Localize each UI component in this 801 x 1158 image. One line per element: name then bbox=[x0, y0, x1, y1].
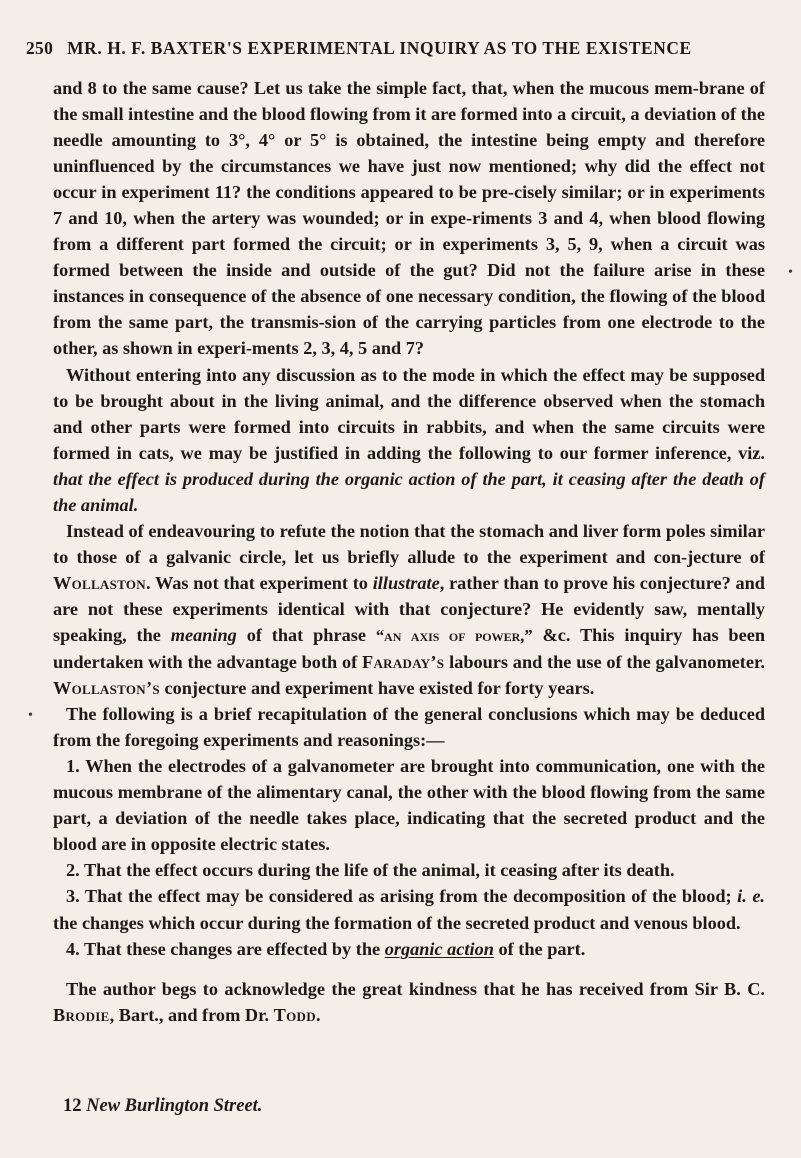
name-wollaston: Wollaston bbox=[53, 572, 146, 593]
paragraph-3-text: labours and the use of the galvanometer. bbox=[449, 652, 766, 673]
paragraph-4 bbox=[53, 701, 765, 753]
conclusion-3 bbox=[53, 883, 765, 935]
paragraph-3 bbox=[53, 518, 765, 701]
conclusion-4-text: 4. That these changes are effected by the bbox=[66, 938, 381, 959]
italic-illustrate: illustrate bbox=[372, 572, 440, 593]
running-title: MR. H. F. BAXTER'S EXPERIMENTAL INQUIRY AS TO THE EXISTENCE bbox=[67, 38, 692, 58]
paragraph-3-text: conjecture and experiment have existed for forty years. bbox=[164, 678, 595, 699]
paragraph-3-text: of that phrase bbox=[246, 624, 366, 645]
conclusion-4 bbox=[53, 936, 765, 962]
acknowledgement-text: , Bart., and from Dr. bbox=[109, 1004, 270, 1025]
acknowledgement bbox=[53, 976, 765, 1028]
paragraph-1 bbox=[53, 75, 765, 362]
name-todd: Todd bbox=[273, 1004, 316, 1025]
conclusion-3-text: the changes which occur during the formation of the secreted product and venous blood. bbox=[53, 912, 741, 933]
conclusion-3-text: 3. That the effect may be considered as arising from the decomposition of the blood; bbox=[66, 886, 732, 907]
address-number: 12 bbox=[63, 1096, 82, 1116]
paragraph-1-text: and 8 to the same cause? Let us take the simple fact, that, when the mucous mem-brane of the small intestine and the blood flowing from it are formed into a circuit, a deviation of the needle amounting to 3°, 4° or 5° is obtained, the intestine being empty and therefore uninfluenced by the circumstances we have just now mentioned; why did the effect not occur in experiment 11? the conditions appeared to be pre-cisely similar; or in experiments 7 and 10, when the artery was wounded; or in expe-riments 3 and 4, when blood flowing from a different part formed the circuit; or in experiments 3, 5, 9, when a circuit was formed between the inside and outside of the gut? Did not the failure arise in these instances in consequence of the absence of one necessary condition, the flowing of the blood from the same part, the transmis-sion of the carrying particles from one electrode to the other, as shown in experi-ments 2, 3, 4, 5 and 7? bbox=[53, 78, 765, 359]
paragraph-3-text: Instead of endeavouring to refute the notion that the stomach and liver form poles similar to those of a galvanic circle, let us briefly allude to the experiment and con-jecture of bbox=[53, 520, 765, 567]
address-street: New Burlington Street. bbox=[86, 1096, 263, 1116]
margin-dot: • bbox=[788, 265, 793, 280]
conclusion-1-text: 1. When the electrodes of a galvanometer are brought into communication, one with the mucous membrane of the alimentary canal, the other with the blood flowing from the same part, a deviation of the needle takes place, indicating that the secreted product and the blood are in opposite electric states. bbox=[53, 756, 765, 855]
acknowledgement-text: The author begs to acknowledge the great kindness that he has received from Sir B. C. bbox=[66, 978, 765, 999]
italic-meaning: meaning bbox=[170, 624, 237, 645]
conclusion-1 bbox=[53, 753, 765, 857]
margin-dot: • bbox=[28, 708, 33, 723]
paragraph-2-text: Without entering into any discussion as to the mode in which the effect may be supposed to be brought about in the living animal, and the difference observed when the stomach and other parts were formed into circuits in rabbits, and when the same circuits were formed in cats, we may be justified in adding the following to our former inference, viz. bbox=[53, 364, 765, 463]
running-header bbox=[26, 38, 786, 59]
paragraph-3-text: , rather than to prove his conjecture? and are not these experiments identical with that conjecture? He evidently saw, mentally speaking, the bbox=[53, 572, 765, 645]
conclusion-2 bbox=[53, 857, 765, 883]
address-line bbox=[63, 1096, 262, 1117]
acknowledgement-text: . bbox=[315, 1004, 321, 1025]
conclusion-4-text: of the part. bbox=[498, 938, 586, 959]
quoted-phrase: “an axis of power,” bbox=[375, 625, 533, 645]
paragraph-3-text: &c. This inquiry has been undertaken with the advantage both of bbox=[53, 624, 765, 673]
name-wollaston: Wollaston’s bbox=[53, 678, 160, 699]
conclusion-2-text: 2. That the effect occurs during the life of the animal, it ceasing after its death. bbox=[66, 860, 675, 881]
italic-ie: i. e. bbox=[737, 886, 765, 907]
paragraph-2 bbox=[53, 362, 765, 518]
body-text bbox=[53, 75, 765, 1028]
paragraph-3-text: . Was not that experiment to bbox=[146, 572, 368, 593]
page-number: 250 bbox=[26, 38, 54, 58]
paragraph-4-text: The following is a brief recapitulation of the general conclusions which may be deduced from the foregoing experiments and reasonings:— bbox=[53, 704, 765, 751]
paragraph-2-italic: that the effect is produced during the organic action of the part, it ceasing after the death of the animal. bbox=[53, 468, 765, 515]
name-faraday: Faraday’s bbox=[362, 652, 445, 673]
paragraph-gap bbox=[53, 962, 765, 976]
organic-action-emphasis: organic action bbox=[384, 938, 494, 959]
name-brodie: Brodie bbox=[53, 1004, 110, 1025]
